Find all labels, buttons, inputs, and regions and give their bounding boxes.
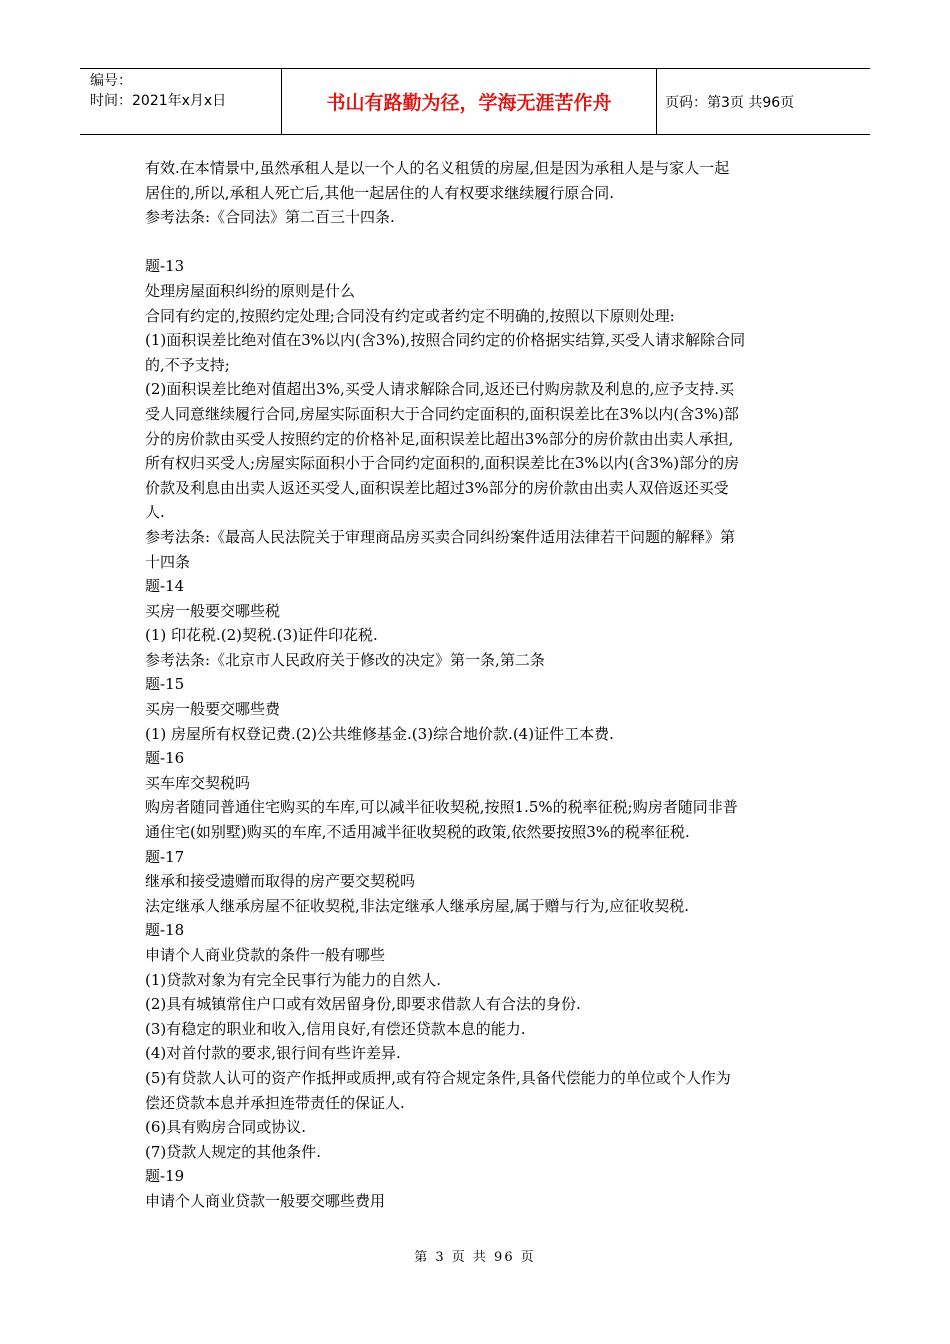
body-line: 所有权归买受人;房屋实际面积小于合同约定面积的,面积误差比在3%以内(含3%)部分的房 <box>145 454 740 473</box>
body-line: 题-15 <box>145 675 185 694</box>
body-line: 买房一般要交哪些税 <box>145 601 281 620</box>
body-line: (4)对首付款的要求,银行间有些许差异. <box>145 1044 401 1063</box>
body-line: (1) 印花税.(2)契税.(3)证件印花税. <box>145 626 378 645</box>
body-line: 参考法条:《北京市人民政府关于修改的决定》第一条,第二条 <box>145 650 545 669</box>
body-line: 通住宅(如别墅)购买的车库,不适用减半征收契税的政策,依然要按照3%的税率征税. <box>145 823 690 842</box>
body-line: 处理房屋面积纠纷的原则是什么 <box>145 281 356 300</box>
body-line: 的,不予支持; <box>145 355 230 374</box>
body-line: (5)有贷款人认可的资产作抵押或质押,或有符合规定条件,具备代偿能力的单位或个人作为 <box>145 1068 731 1087</box>
body-line: 购房者随同普通住宅购买的车库,可以减半征收契税,按照1.5%的税率征税;购房者随同非普 <box>145 798 738 817</box>
body-line: (6)具有购房合同或协议. <box>145 1118 307 1137</box>
page-footer: 第 3 页 共 96 页 <box>414 1250 536 1265</box>
body-line: 十四条 <box>145 552 191 571</box>
body-line: (2)面积误差比绝对值超出3%,买受人请求解除合同,返还已付购房款及利息的,应予支持.买 <box>145 380 735 399</box>
body-line: (3)有稳定的职业和收入,信用良好,有偿还贷款本息的能力. <box>145 1019 526 1038</box>
body-line: 人. <box>145 503 165 522</box>
body-line: (1) 房屋所有权登记费.(2)公共维修基金.(3)综合地价款.(4)证件工本费. <box>145 724 614 743</box>
body-line: (2)具有城镇常住户口或有效居留身份,即要求借款人有合法的身份. <box>145 995 581 1014</box>
document-body <box>145 156 810 1214</box>
header-page-info: 页码：第3页 共96页 <box>665 94 795 111</box>
page-header <box>80 68 870 135</box>
body-line: 题-19 <box>145 1167 185 1186</box>
document-number-label: 编号： <box>90 73 132 89</box>
body-line: 分的房价款由买受人按照约定的价格补足,面积误差比超出3%部分的房价款由出卖人承担, <box>145 429 734 448</box>
body-line: 继承和接受遗赠而取得的房产要交契税吗 <box>145 872 416 891</box>
body-line: 价款及利息由出卖人返还买受人,面积误差比超过3%部分的房价款由出卖人双倍返还买受 <box>145 478 729 497</box>
body-line: 题-17 <box>145 847 185 866</box>
body-line: 有效.在本情景中,虽然承租人是以一个人的名义租赁的房屋,但是因为承租人是与家人一起 <box>145 159 730 177</box>
header-motto: 书山有路勤为径，学海无涯苦作舟 <box>282 69 657 134</box>
body-line: (1)贷款对象为有完全民事行为能力的自然人. <box>145 970 442 989</box>
body-line: 申请个人商业贷款一般要交哪些费用 <box>145 1191 386 1210</box>
body-line: 合同有约定的,按照约定处理;合同没有约定或者约定不明确的,按照以下原则处理: <box>145 306 675 325</box>
body-line: 申请个人商业贷款的条件一般有哪些 <box>145 946 386 964</box>
body-line: 题-16 <box>145 749 185 768</box>
body-line: 偿还贷款本息并承担连带责任的保证人. <box>145 1093 405 1112</box>
body-line: 买车库交契税吗 <box>145 773 251 792</box>
body-line: (7)贷款人规定的其他条件. <box>145 1142 322 1161</box>
document-date: 时间：2021年x月x日 <box>90 93 227 109</box>
body-line: 法定继承人继承房屋不征收契税,非法定继承人继承房屋,属于赠与行为,应征收契税. <box>145 896 690 915</box>
body-line: 题-14 <box>145 577 185 596</box>
body-line: 居住的,所以,承租人死亡后,其他一起居住的人有权要求继续履行原合同. <box>145 183 615 202</box>
body-line: 参考法条:《最高人民法院关于审理商品房买卖合同纠纷案件适用法律若干问题的解释》第 <box>145 527 736 546</box>
blank-line <box>145 230 810 255</box>
body-line: 参考法条:《合同法》第二百三十四条. <box>145 208 395 227</box>
body-line: 题-18 <box>145 921 185 940</box>
body-line: 买房一般要交哪些费 <box>145 700 281 719</box>
body-line: (1)面积误差比绝对值在3%以内(含3%),按照合同约定的价格据实结算,买受人请求解除合同 <box>145 331 746 350</box>
body-line: 题-13 <box>145 257 185 276</box>
header-meta <box>80 69 282 134</box>
body-line: 受人同意继续履行合同,房屋实际面积大于合同约定面积的,面积误差比在3%以内(含3%)部 <box>145 404 739 423</box>
